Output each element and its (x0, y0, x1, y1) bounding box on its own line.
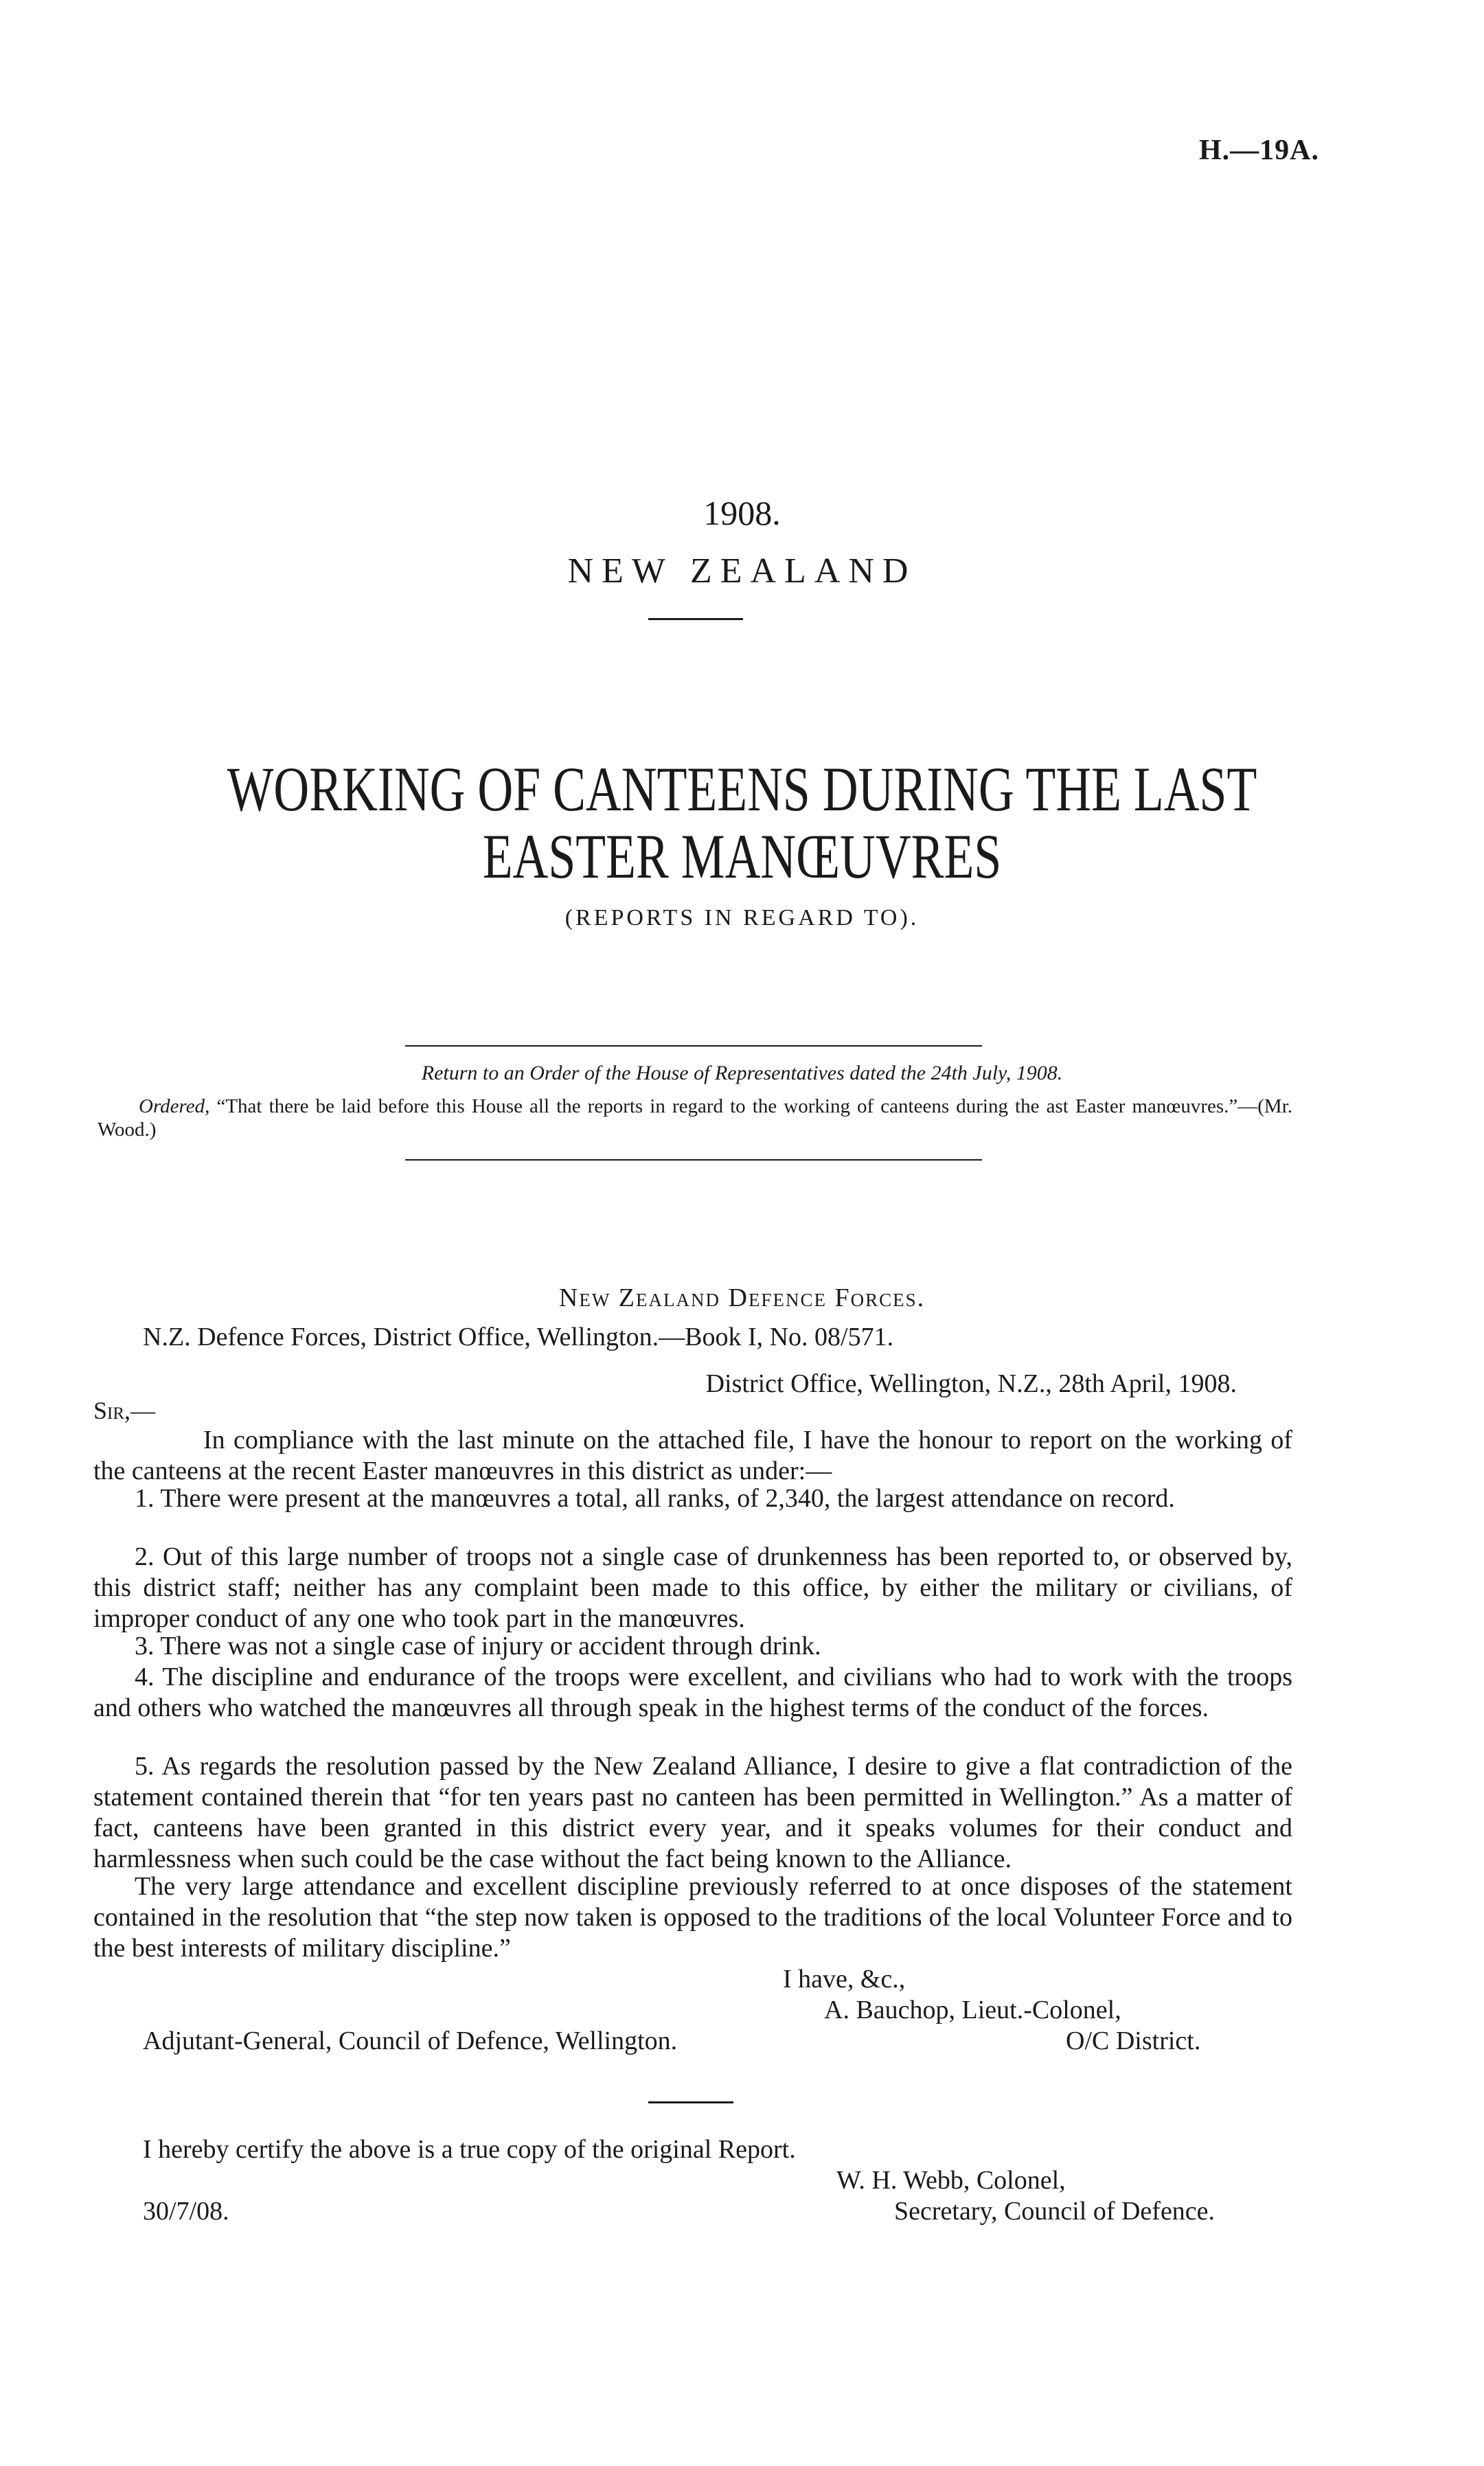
document-year: 1908. (703, 494, 781, 532)
letter-point-4: 4. The discipline and endurance of the troops were excellent, and civilians who had to work with the troops and others who watched the manœuvres all through speak in the highest terms of the conduct of the forces. (93, 1663, 1292, 1722)
letter-date: District Office, Wellington, N.Z., 28th April, 1908. (705, 1369, 1237, 1398)
order-text (98, 1095, 1292, 1141)
letter-point-2: 2. Out of this large number of troops not a single case of drunkenness has been reported to, or observed by, this district staff; neither has any complaint been made to this office, by either the military or civilians, of improper conduct of any one who took part in the manœuvres. (93, 1542, 1292, 1633)
document-country: NEW ZEALAND (567, 551, 917, 591)
document-subtitle: (REPORTS IN REGARD TO). (564, 905, 920, 931)
certification-text: I hereby certify the above is a true copy of the original Report. (143, 2135, 796, 2164)
letter-heading: New Zealand Defence Forces. (558, 1283, 926, 1312)
letter-addressee: Adjutant-General, Council of Defence, Wellington. (143, 2027, 678, 2055)
letter-point-1: 1. There were present at the manœuvres a total, all ranks, of 2,340, the largest attendance on record. (135, 1484, 1175, 1513)
header-divider (648, 618, 743, 620)
letter-signatory-role: O/C District. (1066, 2027, 1201, 2055)
ordered-label: Ordered, (139, 1095, 210, 1117)
return-to-order-line: Return to an Order of the House of Representatives dated the 24th July, 1908. (421, 1062, 1063, 1084)
document-title: WORKING OF CANTEENS DURING THE LAST EASTER MANŒUVRES (227, 754, 1257, 891)
certification-signatory: W. H. Webb, Colonel, (836, 2166, 1066, 2195)
order-top-rule (405, 1045, 982, 1047)
letter-point-3: 3. There was not a single case of injury or accident through drink. (135, 1632, 821, 1660)
ordered-text: “That there be laid before this House all the reports in regard to the working of canteens during the ast Easter manœuvres.”—(Mr. Wood.) (98, 1095, 1293, 1141)
letter-point-5: 5. As regards the resolution passed by the New Zealand Alliance, I desire to give a flat contradiction of the statement contained therein that “for ten years past no canteen has been permitted in Wellington.” As a matter of fact, canteens have been granted in this district every year, and it speaks volumes for their conduct and harmlessness when such could be the case without the fact being known to the Alliance. (93, 1752, 1292, 1873)
order-bottom-rule (405, 1159, 982, 1161)
letter-intro-paragraph: In compliance with the last minute on the attached file, I have the honour to report on the working of the canteens at the recent Easter manœuvres in this district as under:— (93, 1426, 1292, 1485)
certification-signatory-role: Secretary, Council of Defence. (894, 2197, 1215, 2226)
letter-salutation: Sir,— (93, 1397, 156, 1424)
paper-serial-number: H.—19A. (1199, 135, 1319, 166)
certification-divider (648, 2101, 733, 2103)
certification-date: 30/7/08. (143, 2197, 229, 2226)
letter-closing-paragraph: The very large attendance and excellent discipline previously referred to at once disposes of the statement contained in the resolution that “the step now taken is opposed to the traditions of the local Volunteer Force and to the best interests of military discipline.” (93, 1872, 1292, 1963)
letter-sign-off: I have, &c., (783, 1965, 906, 1994)
order-paragraph (98, 1095, 1292, 1141)
letter-reference: N.Z. Defence Forces, District Office, Wellington.—Book I, No. 08/571. (143, 1323, 894, 1351)
letter-signatory: A. Bauchop, Lieut.-Colonel, (824, 1996, 1121, 2024)
